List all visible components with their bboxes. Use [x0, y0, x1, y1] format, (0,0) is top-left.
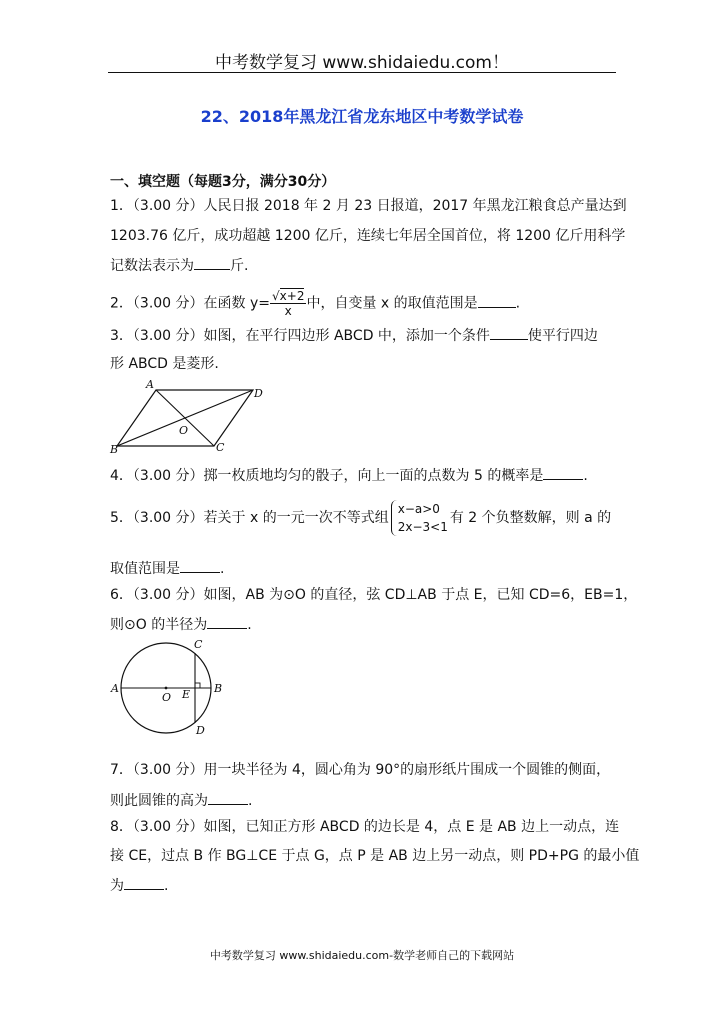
- label-a: A: [146, 378, 154, 391]
- exam-title: 22、2018年黑龙江省龙东地区中考数学试卷: [200, 107, 524, 126]
- q2-text-b: 中，自变量 x 的取值范围是: [306, 295, 478, 312]
- q4-text-b: .: [583, 468, 588, 484]
- q1-line-1: 1．（3.00 分）人民日报 2018 年 2 月 23 日报道，2017 年黑龙江粮食总产量达到: [110, 198, 627, 214]
- q8-line-1: 8．（3.00 分）如图，已知正方形 ABCD 的边长是 4，点 E 是 AB 边上一动点，连: [110, 819, 620, 835]
- label-o: O: [179, 424, 189, 437]
- circle-figure: [108, 636, 232, 740]
- q6-line-2-text: 则⊙O 的半径为: [110, 617, 208, 633]
- q5-inequality-1: x−a>0: [397, 502, 440, 516]
- q8-line-3: [110, 875, 168, 896]
- label-a: A: [111, 682, 119, 695]
- header-divider: [108, 72, 616, 73]
- q2-text-c: .: [515, 295, 521, 312]
- label-d: D: [196, 724, 205, 737]
- q3-line-1: [110, 325, 598, 346]
- q3-text-a: 3．（3.00 分）如图，在平行四边形 ABCD 中，添加一个条件: [110, 328, 490, 344]
- q4-text-a: 4．（3.00 分）掷一枚质地均匀的骰子，向上一面的点数为 5 的概率是: [110, 468, 544, 484]
- label-e: E: [182, 688, 191, 701]
- q7-line-2: [110, 790, 252, 811]
- q1-line-2: 1203.76 亿斤，成功超越 1200 亿斤，连续七年居全国首位，将 1200 亿斤用科学: [110, 228, 626, 244]
- q2-radicand: x+2: [279, 289, 305, 303]
- q1-answer-blank[interactable]: [194, 255, 230, 270]
- q5-line-1: [110, 500, 611, 536]
- q3-answer-blank[interactable]: [490, 325, 528, 340]
- q3-line-2: 形 ABCD 是菱形.: [110, 356, 219, 372]
- q2-answer-blank[interactable]: [478, 293, 516, 308]
- q8-line-3-text: 为: [110, 878, 124, 894]
- page-header: 中考数学复习 www.shidaiedu.com！: [215, 53, 509, 73]
- q2-fraction: [270, 289, 306, 318]
- q4-answer-blank[interactable]: [543, 465, 583, 480]
- q5-answer-blank[interactable]: [180, 558, 220, 573]
- q1-line-3: [110, 255, 248, 276]
- q6-line-2: [110, 614, 252, 635]
- label-o: O: [162, 691, 172, 704]
- label-b: B: [110, 443, 119, 456]
- q5-text-a: 5．（3.00 分）若关于 x 的一元一次不等式组: [110, 510, 389, 526]
- q6-line-1: 6．（3.00 分）如图，AB 为⊙O 的直径，弦 CD⊥AB 于点 E，已知 CD=6，EB=1，: [110, 587, 638, 603]
- q7-line-2-text: 则此圆锥的高为: [110, 793, 208, 809]
- label-b: B: [214, 682, 223, 695]
- q8-line-3-end: .: [164, 878, 169, 894]
- q6-line-2-end: .: [247, 617, 252, 633]
- q7-line-2-end: .: [248, 793, 253, 809]
- q5-inequality-2: 2x−3<1: [397, 520, 448, 534]
- q6-answer-blank[interactable]: [207, 614, 247, 629]
- section-heading: 一、填空题（每题3分，满分30分）: [110, 174, 336, 190]
- label-c: C: [216, 441, 225, 454]
- q3-text-b: 使平行四边: [527, 328, 598, 344]
- q2-line: [110, 289, 520, 318]
- q2-denominator: x: [284, 304, 292, 318]
- q7-line-1: 7．（3.00 分）用一块半径为 4，圆心角为 90°的扇形纸片围成一个圆锥的侧面，: [110, 762, 611, 778]
- q5-text-b: 有 2 个负整数解，则 a 的: [449, 510, 612, 526]
- q7-answer-blank[interactable]: [208, 790, 248, 805]
- diagonal-bd: [117, 390, 253, 446]
- q5-line-2: [110, 558, 224, 579]
- q5-inequality-system: [391, 500, 448, 536]
- q4-line: [110, 465, 588, 486]
- q8-line-2: 接 CE，过点 B 作 BG⊥CE 于点 G，点 P 是 AB 边上另一动点，则 PD+PG 的最小值: [110, 848, 640, 864]
- q1-line-3-unit: 斤.: [230, 258, 249, 274]
- q5-line-2-text: 取值范围是: [110, 561, 180, 577]
- center-point: [165, 687, 168, 690]
- page-footer: 中考数学复习 www.shidaiedu.com-数学老师自己的下载网站: [209, 949, 515, 962]
- label-d: D: [254, 387, 263, 400]
- q2-text-a: 2．（3.00 分）在函数 y=: [110, 295, 270, 312]
- label-c: C: [194, 638, 203, 651]
- parallelogram-figure: [108, 378, 268, 456]
- q8-answer-blank[interactable]: [124, 875, 164, 890]
- q2-sqrt-sign: √: [272, 289, 280, 303]
- q5-line-2-end: .: [220, 561, 225, 577]
- q1-line-3-text: 记数法表示为: [110, 258, 194, 274]
- right-angle-mark: [195, 683, 200, 688]
